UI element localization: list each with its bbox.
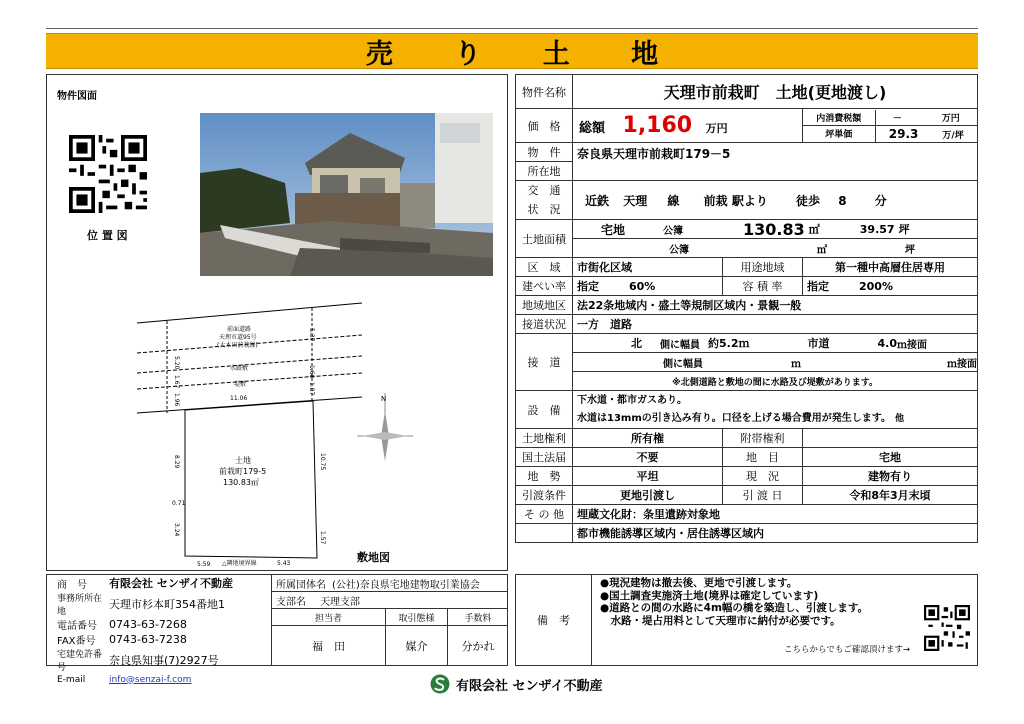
terrain-value: 平坦 <box>573 467 723 486</box>
category-label: 地 目 <box>723 448 803 467</box>
traffic-label: 交 通 状 況 <box>516 181 573 220</box>
area-tsubo-unit-2: 坪 <box>905 244 915 256</box>
svg-text:N: N <box>381 395 387 403</box>
remarks-label: 備 考 <box>516 575 592 665</box>
price-total-label: 総額 <box>579 121 606 136</box>
road-alias-label: (大木田前栽線) <box>217 342 258 349</box>
dim-label: 1.87 <box>308 382 315 396</box>
branch-name: 天理支部 <box>320 596 360 608</box>
area-label: 土地面積 <box>516 220 573 258</box>
area-m2: 130.83 <box>743 219 805 239</box>
walk-label: 徒歩 <box>796 193 821 208</box>
remark-line: ●道路との間の水路に4m幅の橋を築造し、引渡します。 <box>600 602 869 614</box>
embankment-label: 堤敷 <box>234 381 247 388</box>
dim-label: 3.24 <box>173 523 180 537</box>
bcr-label: 建ぺい率 <box>516 277 573 296</box>
property-photo <box>200 113 493 276</box>
area-public: 公簿 <box>663 225 684 237</box>
dim-label: 5.20 <box>173 356 180 370</box>
company-tel: 0743-63-7268 <box>109 618 187 631</box>
dim-label: 8.29 <box>173 455 180 469</box>
tsubo-unit: 万/坪 <box>942 130 964 141</box>
road-number-label: 天理市道95号 <box>219 334 257 341</box>
footer-logo <box>430 674 603 694</box>
qr-code-icon <box>924 605 970 651</box>
north-arrow-icon <box>357 393 413 461</box>
area-m2-unit-2: ㎡ <box>817 244 827 256</box>
qr-code-icon <box>69 135 147 213</box>
far-value: 指定 200% <box>803 277 978 296</box>
station-suffix: 駅より <box>731 193 768 208</box>
use-value: 第一種中高層住居専用 <box>803 258 978 277</box>
road-label: 接 道 <box>516 334 573 391</box>
terrain-label: 地 勢 <box>516 467 573 486</box>
other-value-2: 都市機能誘導区域内・居住誘導区域内 <box>573 524 978 543</box>
tax-value-cell <box>875 110 977 126</box>
attached-value <box>803 429 978 448</box>
zone-label: 区 域 <box>516 258 573 277</box>
area-type: 宅地 <box>601 222 626 237</box>
property-drawing-panel <box>46 74 508 571</box>
dim-label: 1.67 <box>173 375 180 389</box>
area-m2-unit: ㎡ <box>808 223 820 236</box>
tsubo-value-cell <box>875 126 977 142</box>
equip-value: 下水道・都市ガスあり。 水道は13mmの引き込み有り。口径を上げる場合費用が発生します。 他 <box>573 391 978 429</box>
law-label: 国土法届 <box>516 448 573 467</box>
other-label-blank <box>516 524 573 543</box>
price-unit: 万円 <box>705 122 728 135</box>
lot-address-label: 前栽町179-5 <box>219 467 267 476</box>
company-logo-icon <box>430 674 450 694</box>
property-spec-table <box>515 74 978 543</box>
handover-label: 引渡条件 <box>516 486 573 505</box>
waterway-line <box>137 356 362 373</box>
road-cell: 北 側に幅員 約5.2ｍ 市道 4.0 ｍ接面 側に幅員 ｍ ｍ接面 ※北側道路と敷地の間に水路及び堤敷があります。 <box>573 334 978 391</box>
property-name: 天理市前栽町 土地(更地渡し) <box>573 75 978 109</box>
traffic-value <box>573 181 978 220</box>
tax-unit: 万円 <box>941 113 960 124</box>
law-value: 不要 <box>573 448 723 467</box>
bcr-value: 指定 60% <box>573 277 723 296</box>
road-name-label: 前面道路 <box>227 326 252 333</box>
right-label: 土地権利 <box>516 429 573 448</box>
road-note: ※北側道路と敷地の間に水路及び堤敷があります。 <box>671 377 879 388</box>
dim-label: 5.59 <box>197 561 211 568</box>
railway: 近鉄 <box>585 193 610 208</box>
remarks-qr-code[interactable] <box>924 605 970 651</box>
lot-area-label: 130.83㎡ <box>223 478 259 487</box>
site-plan-label: 敷地図 <box>357 551 390 564</box>
embankment-line <box>137 373 362 389</box>
walk-minutes: 8 <box>838 193 847 208</box>
walk-unit: 分 <box>874 193 887 208</box>
staff-name: 福 田 <box>272 626 386 665</box>
equip-label: 設 備 <box>516 391 573 429</box>
area-tsubo-unit: 坪 <box>898 223 910 236</box>
remarks-panel <box>515 574 978 666</box>
transaction-mode: 媒介 <box>386 626 448 665</box>
top-rule <box>46 28 978 29</box>
location-label-2: 所在地 <box>516 162 573 181</box>
tsubo-label: 坪単価 <box>803 126 875 142</box>
house-photo-image <box>200 113 493 276</box>
company-details: 商 号 有限会社 センザイ不動産 事務所所在地 天理市杉本町354番地1 電話番号 0743-63-7268 FAX番号 0743-63-7238 宅建免許番号 奈良県知事(7)2927号 E-mail info@senzai-f.com <box>47 575 272 686</box>
zone-value: 市街化区域 <box>573 258 723 277</box>
area-public-2: 公簿 <box>669 244 689 256</box>
district-value: 法22条地域内・盛土等規制区域内・景観一般 <box>573 296 978 315</box>
page-banner <box>46 33 978 69</box>
station-name: 前栽 <box>703 193 728 208</box>
company-email-link[interactable]: info@senzai-f.com <box>109 674 192 685</box>
lot-label: 土地 <box>235 456 251 465</box>
tax-value: － <box>892 113 902 124</box>
site-plan-diagram <box>127 293 427 568</box>
boundary-label: △隣地境界線 <box>222 560 257 567</box>
footer-company-name: 有限会社 センザイ不動産 <box>456 678 603 694</box>
dim-label: 1.60 <box>308 365 315 379</box>
far-label: 容 積 率 <box>723 277 803 296</box>
access-value: 一方 道路 <box>573 315 978 334</box>
remark-line: 水路・堤占用料として天理市に納付が必要です。 <box>600 614 841 627</box>
status-value: 建物有り <box>803 467 978 486</box>
district-label: 地域地区 <box>516 296 573 315</box>
remarks-lines <box>600 577 868 627</box>
other-value-1: 埋蔵文化財：条里遺跡対象地 <box>573 505 978 524</box>
price-cell <box>573 109 803 143</box>
qr-note: こちらからでもご確認頂けます→ <box>784 645 911 655</box>
handover-value: 更地引渡し <box>573 486 723 505</box>
location-value: 奈良県天理市前栽町179－5 <box>573 143 978 181</box>
attached-label: 附帯権利 <box>723 429 803 448</box>
line-name: 天理 <box>623 193 648 208</box>
dim-label: 5.37 <box>308 328 315 342</box>
company-license: 奈良県知事(7)2927号 <box>109 654 219 667</box>
dim-label: 10.75 <box>319 453 326 471</box>
company-address: 天理市杉本町354番地1 <box>109 598 225 611</box>
width-label: 11.06 <box>230 395 248 402</box>
line-suffix: 線 <box>667 193 680 208</box>
handover-date-label: 引 渡 日 <box>723 486 803 505</box>
remark-line: ●国土調査実施済土地(境界は確定しています) <box>600 589 819 602</box>
dim-label: 1.57 <box>319 531 326 545</box>
name-label: 物件名称 <box>516 75 573 109</box>
banner-title: 売 り 土 地 <box>365 38 685 70</box>
right-value: 所有権 <box>573 429 723 448</box>
association-info: 所属団体名 (公社)奈良県宅地建物取引業協会 支部名 天理支部 担当者 取引態様 手数料 福 田 媒介 分かれ <box>271 575 508 665</box>
other-label: そ の 他 <box>516 505 573 524</box>
price-label: 価 格 <box>516 109 573 143</box>
use-label: 用途地域 <box>723 258 803 277</box>
status-label: 現 況 <box>723 467 803 486</box>
drawing-title: 物件図面 <box>57 91 97 102</box>
company-info-panel <box>46 574 508 685</box>
category-value: 宅地 <box>803 448 978 467</box>
tsubo-value: 29.3 <box>888 126 919 141</box>
trade-name: 有限会社 センザイ不動産 <box>109 577 234 590</box>
location-map-label: 位 置 図 <box>87 229 128 242</box>
area-tsubo: 39.57 <box>859 222 895 236</box>
company-fax: 0743-63-7238 <box>109 633 187 646</box>
tax-label: 内消費税額 <box>803 110 875 126</box>
price-value: 1,160 <box>622 113 693 138</box>
fee-type: 分かれ <box>461 639 495 653</box>
area-cell <box>573 220 978 258</box>
tax-cell <box>803 109 978 143</box>
dim-label: 1.96 <box>173 393 180 407</box>
waterway-label: 水路敷 <box>230 365 249 372</box>
location-qr-code[interactable] <box>69 135 147 213</box>
access-label: 接道状況 <box>516 315 573 334</box>
dim-label: 0.71 <box>172 500 186 507</box>
dim-label: 5.43 <box>277 560 291 567</box>
association-name: (公社)奈良県宅地建物取引業協会 <box>332 579 480 591</box>
remark-line: ●現況建物は撤去後、更地で引渡します。 <box>600 577 798 589</box>
handover-date-value: 令和8年3月末頃 <box>803 486 978 505</box>
road-edge-line <box>137 303 362 323</box>
location-label-1: 物 件 <box>516 143 573 162</box>
